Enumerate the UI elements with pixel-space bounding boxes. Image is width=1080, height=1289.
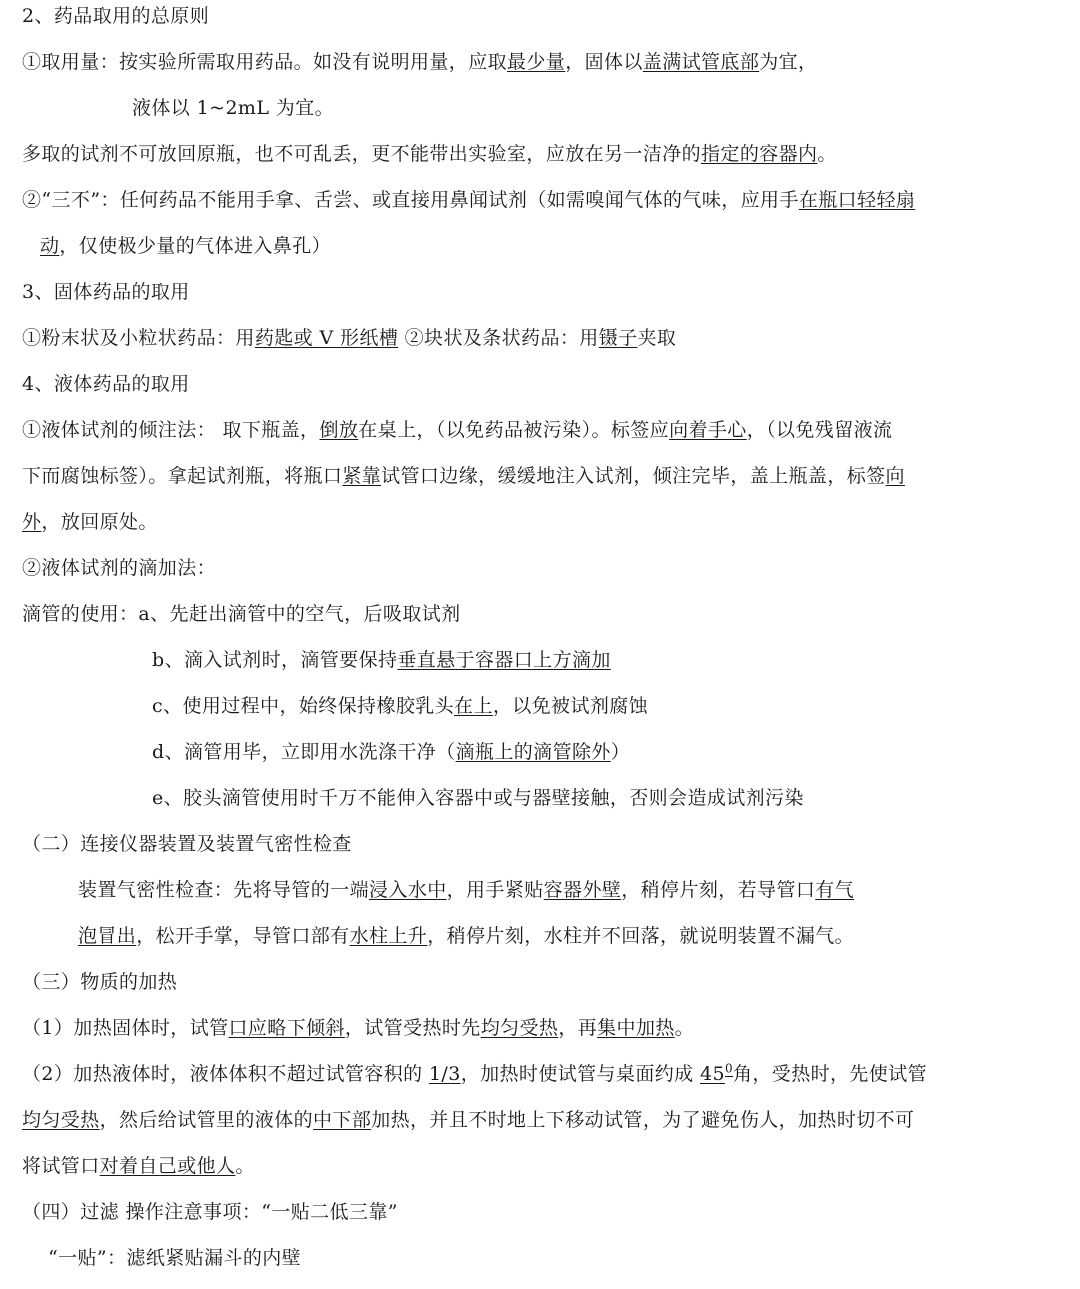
underlined-text: 口应略下倾斜 bbox=[228, 1017, 345, 1039]
text-line bbox=[22, 463, 905, 489]
underlined-text: 在上 bbox=[454, 695, 493, 717]
underlined-text: 容器外壁 bbox=[543, 879, 622, 901]
underlined-text: 45 bbox=[699, 1063, 725, 1085]
text-segment: （二）连接仪器装置及装置气密性检查 bbox=[22, 833, 352, 855]
text-line bbox=[48, 1245, 301, 1271]
underlined-text: 垂直悬于容器口上方滴加 bbox=[397, 649, 611, 671]
text-segment: c、使用过程中，始终保持橡胶乳头 bbox=[152, 695, 455, 717]
text-segment: ） bbox=[610, 741, 631, 763]
text-segment: 。 bbox=[674, 1017, 695, 1039]
text-line bbox=[132, 95, 334, 121]
text-segment: ，放回原处。 bbox=[41, 511, 158, 533]
text-line bbox=[22, 371, 190, 397]
text-segment: ①粉末状及小粒状药品：用 bbox=[22, 327, 255, 349]
text-line bbox=[22, 325, 676, 351]
text-segment: ，稍停片刻，水柱并不回落，就说明装置不漏气。 bbox=[427, 925, 855, 947]
text-line bbox=[22, 601, 461, 627]
text-segment: ，然后给试管里的液体的 bbox=[99, 1109, 314, 1131]
text-segment: 加热，并且不时地上下移动试管，为了避免伤人，加热时切不可 bbox=[371, 1109, 915, 1131]
text-segment: ，仅使极少量的气体进入鼻孔） bbox=[59, 235, 332, 257]
text-line bbox=[22, 1061, 927, 1087]
text-segment: d、滴管用毕，立即用水洗涤干净（ bbox=[152, 741, 456, 763]
text-segment: b、滴入试剂时，滴管要保持 bbox=[152, 649, 398, 671]
underlined-text: 盖满试管底部 bbox=[642, 51, 760, 73]
text-segment: ，（以免残留液流 bbox=[746, 419, 893, 441]
text-segment: 在桌上，（以免药品被污染）。标签应 bbox=[358, 419, 670, 441]
text-line bbox=[152, 739, 630, 765]
text-segment: 4、液体药品的取用 bbox=[22, 373, 190, 395]
text-line bbox=[22, 969, 177, 995]
underlined-text: 在瓶口轻轻扇 bbox=[798, 189, 916, 211]
text-segment: ，加热时使试管与桌面约成 bbox=[460, 1063, 700, 1085]
text-line bbox=[22, 509, 158, 535]
text-segment: 。 bbox=[817, 143, 837, 165]
text-segment: 夹取 bbox=[637, 327, 677, 349]
text-segment: ①液体试剂的倾注法： 取下瓶盖， bbox=[22, 419, 320, 441]
text-line bbox=[22, 3, 209, 29]
underlined-text: 指定的容器内 bbox=[701, 143, 818, 165]
text-segment: “一贴”：滤纸紧贴漏斗的内壁 bbox=[48, 1247, 302, 1269]
text-segment: ，以免被试剂腐蚀 bbox=[492, 695, 649, 717]
text-line bbox=[22, 49, 817, 75]
text-segment: 3、固体药品的取用 bbox=[22, 281, 190, 303]
underlined-text: 泡冒出 bbox=[78, 925, 137, 947]
text-segment: ，用手紧贴 bbox=[446, 879, 544, 901]
text-segment: e、胶头滴管使用时千万不能伸入容器中或与器壁接触，否则会造成试剂污染 bbox=[152, 787, 804, 809]
underlined-text: 最少量 bbox=[507, 51, 566, 73]
text-line bbox=[152, 647, 611, 673]
underlined-text: 药匙或 V 形纸槽 bbox=[254, 327, 399, 349]
text-line bbox=[152, 693, 648, 719]
text-line bbox=[22, 831, 352, 857]
text-line bbox=[152, 785, 804, 811]
text-line bbox=[22, 1015, 694, 1041]
text-line bbox=[78, 923, 854, 949]
underlined-text: 均匀受热 bbox=[22, 1109, 100, 1131]
text-line bbox=[22, 555, 216, 581]
underlined-text: 浸入水中 bbox=[369, 879, 447, 901]
text-segment: 下而腐蚀标签）。拿起试剂瓶，将瓶口 bbox=[22, 465, 343, 487]
text-segment: 装置气密性检查：先将导管的一端 bbox=[78, 879, 370, 901]
underlined-text: 外 bbox=[22, 511, 42, 533]
underlined-text: 0 bbox=[724, 1061, 733, 1076]
text-line bbox=[22, 1153, 255, 1179]
text-line bbox=[22, 417, 892, 443]
text-segment: （四）过滤 操作注意事项：“一贴二低三靠” bbox=[22, 1201, 398, 1223]
text-segment: ，松开手掌，导管口部有 bbox=[136, 925, 350, 947]
text-segment: 试管口边缘，缓缓地注入试剂，倾注完毕，盖上瓶盖，标签 bbox=[381, 465, 886, 487]
underlined-text: 对着自己或他人 bbox=[99, 1155, 236, 1177]
underlined-text: 水柱上升 bbox=[349, 925, 428, 947]
text-line bbox=[78, 877, 854, 903]
text-segment: 将试管口 bbox=[22, 1155, 100, 1177]
text-segment: 多取的试剂不可放回原瓶，也不可乱丢，更不能带出实验室，应放在另一洁净的 bbox=[22, 143, 702, 165]
underlined-text: 向着手心 bbox=[669, 419, 747, 441]
text-segment: 为宜， bbox=[759, 51, 818, 73]
underlined-text: 滴瓶上的滴管除外 bbox=[455, 741, 611, 763]
underlined-text: 均匀受热 bbox=[480, 1017, 559, 1039]
text-segment: ②“三不”：任何药品不能用手拿、舌尝、或直接用鼻闻试剂（如需嗅闻气体的气味，应用手 bbox=[22, 189, 799, 211]
text-segment: （1）加热固体时，试管 bbox=[22, 1017, 229, 1039]
text-segment: ②块状及条状药品：用 bbox=[398, 327, 599, 349]
underlined-text: 1/3 bbox=[428, 1063, 461, 1085]
underlined-text: 镊子 bbox=[598, 327, 638, 349]
underlined-text: 中下部 bbox=[313, 1109, 372, 1131]
text-segment: 角，受热时，先使试管 bbox=[733, 1063, 928, 1085]
underlined-text: 集中加热 bbox=[597, 1017, 675, 1039]
text-line bbox=[22, 141, 837, 167]
text-segment: （三）物质的加热 bbox=[22, 971, 178, 993]
text-segment: ，再 bbox=[558, 1017, 598, 1039]
text-line bbox=[22, 187, 915, 213]
underlined-text: 倒放 bbox=[319, 419, 359, 441]
text-line bbox=[22, 279, 190, 305]
text-segment: （2）加热液体时，液体体积不超过试管容积的 bbox=[22, 1063, 429, 1085]
text-line bbox=[22, 1107, 914, 1133]
underlined-text: 紧靠 bbox=[342, 465, 382, 487]
text-segment: 滴管的使用：a、先赶出滴管中的空气，后吸取试剂 bbox=[22, 603, 461, 625]
text-segment: ①取用量：按实验所需取用药品。如没有说明用量，应取 bbox=[22, 51, 508, 73]
text-line bbox=[22, 1199, 398, 1225]
underlined-text: 动 bbox=[40, 235, 60, 257]
text-segment: ②液体试剂的滴加法： bbox=[22, 557, 217, 579]
text-segment: 。 bbox=[235, 1155, 255, 1177]
text-segment: ，稍停片刻，若导管口 bbox=[621, 879, 816, 901]
text-segment: 2、药品取用的总原则 bbox=[22, 5, 210, 27]
text-segment: ，固体以 bbox=[565, 51, 643, 73]
text-segment: ，试管受热时先 bbox=[344, 1017, 481, 1039]
underlined-text: 有气 bbox=[815, 879, 855, 901]
underlined-text: 向 bbox=[885, 465, 905, 487]
text-line bbox=[40, 233, 331, 259]
text-segment: 液体以 1~2mL 为宜。 bbox=[132, 97, 335, 119]
